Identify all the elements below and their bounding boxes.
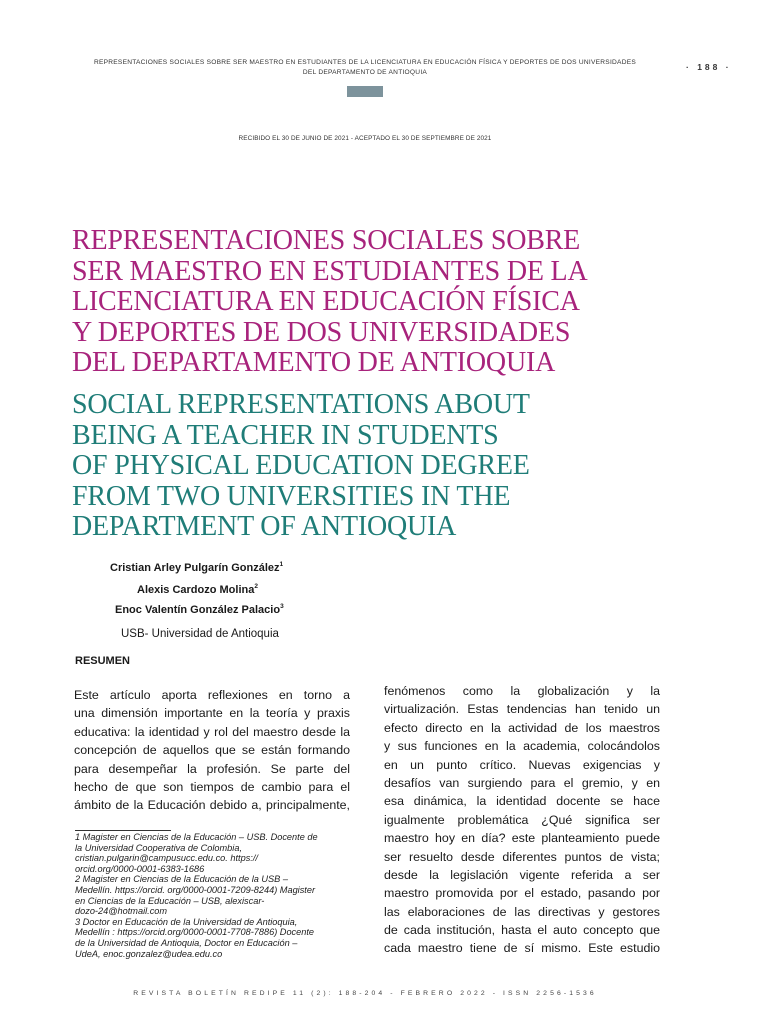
footnote-line: de la Universidad de Antioquia, Doctor en Educación – xyxy=(75,937,298,948)
title-line: DEL DEPARTAMENTO DE ANTIOQUIA xyxy=(72,347,556,378)
text-line: ser resuelto desde diferentes puntos de vista; xyxy=(384,849,660,864)
author-3 xyxy=(115,604,284,616)
footnote-mark: 1 xyxy=(279,561,284,568)
author-1 xyxy=(110,562,283,574)
text-line: educativa: la identidad y rol del maestro desde la xyxy=(74,724,350,739)
text-line: ámbito de la Educación debido a, principalmente, xyxy=(74,798,350,813)
footnote-line: cristian.pulgarin@campusucc.edu.co. https:// xyxy=(75,853,258,864)
running-head-line: DEL DEPARTAMENTO DE ANTIOQUIA xyxy=(302,69,428,76)
footnote-line: Medellín. https://orcid. org/0000-0001-7209-8244) Magister xyxy=(75,884,316,895)
text-line: desafíos van surgiendo para el gremio, y en xyxy=(384,775,660,790)
author-name: Alexis Cardozo Molina xyxy=(137,584,255,596)
affiliation: USB- Universidad de Antioquia xyxy=(121,628,279,640)
text-line: en un punto crítico. Nuevas exigencias y xyxy=(384,757,660,772)
abstract-left-column xyxy=(74,686,350,815)
author-name: Enoc Valentín González Palacio xyxy=(115,604,281,616)
text-line: para desempeñar la profesión. Se parte del xyxy=(74,761,350,776)
text-line: desde la legislación vigente referida a ser xyxy=(384,867,660,882)
footnote-mark: 2 xyxy=(254,583,258,590)
title-line: DEPARTMENT OF ANTIOQUIA xyxy=(72,511,457,542)
text-line: esa dinámica, la identidad docente se hace xyxy=(384,794,660,809)
footnote-line: UdeA, enoc.gonzalez@udea.edu.co xyxy=(75,948,223,959)
text-line: Este artículo aporta reflexiones en torno a xyxy=(74,688,350,702)
footnote-line: Medellín : https://orcid.org/0000-0001-7708-7886) Docente xyxy=(75,927,315,938)
running-head-line: REPRESENTACIONES SOCIALES SOBRE SER MAESTRO EN ESTUDIANTES DE LA LICENCIATURA EN EDUCACIÓN FÍSICA Y DEPORTES DE DOS UNIVERSIDADES xyxy=(93,59,637,66)
title-line: REPRESENTACIONES SOCIALES SOBRE xyxy=(72,225,581,256)
text-line: las elaboraciones de las directivas y gestores xyxy=(384,904,660,919)
abstract-right-column xyxy=(384,682,660,958)
title-line: SER MAESTRO EN ESTUDIANTES DE LA xyxy=(72,255,588,287)
text-line: maestro hoy en día? este planteamiento puede xyxy=(384,831,660,846)
title-line: BEING A TEACHER IN STUDENTS xyxy=(72,419,499,451)
journal-footer: REVISTA BOLETÍN REDIPE 11 (2): 188-204 - FEBRERO 2022 - ISSN 2256-1536 xyxy=(133,990,597,997)
footnote-line: 3 Doctor en Educación de la Universidad de Antioquia, xyxy=(75,916,298,927)
footnote-divider xyxy=(75,830,171,831)
text-line: cada maestro tiene de sí mismo. Este estudio xyxy=(384,941,660,956)
footnote-line: 2 Magister en Ciencias de la Educación de la USB – xyxy=(75,874,288,885)
text-line: maestro promovida por el estado, pasando por xyxy=(384,886,660,901)
abstract-heading: RESUMEN xyxy=(75,655,131,667)
text-line: fenómenos como la globalización y la xyxy=(384,684,660,698)
author-name: Cristian Arley Pulgarín González xyxy=(110,562,280,574)
received-accepted-dates: RECIBIDO EL 30 DE JUNIO DE 2021 - ACEPTADO EL 30 DE SEPTIEMBRE DE 2021 xyxy=(238,135,492,142)
footnotes xyxy=(75,832,357,959)
footnote-line: orcid.org/0000-0001-6383-1686 xyxy=(75,863,205,874)
title-spanish xyxy=(72,226,712,379)
title-line: LICENCIATURA EN EDUCACIÓN FÍSICA xyxy=(72,286,580,317)
text-line: una dimensión importante en la teoría y praxis xyxy=(74,706,350,721)
text-line: concepción de aquellos que se están formando xyxy=(74,743,350,758)
text-line: de cada institución, hasta el auto concepto que xyxy=(384,923,660,938)
footnote-line: en Ciencias de la Educación – USB, alexiscar- xyxy=(75,895,265,906)
footnote-mark: 3 xyxy=(280,603,284,610)
title-line: SOCIAL REPRESENTATIONS ABOUT xyxy=(72,389,530,420)
footnote-line: 1 Magister en Ciencias de la Educación – USB. Docente de xyxy=(75,832,318,842)
author-2 xyxy=(137,584,258,596)
footnote-line: dozo-24@hotmail.com xyxy=(75,906,168,917)
page-number: · 188 · xyxy=(686,62,732,72)
text-line: efecto directo en la actividad de los maestros xyxy=(384,720,660,735)
text-line: virtualización. Estas tendencias han tenido un xyxy=(384,702,660,717)
title-english xyxy=(72,390,712,543)
title-line: Y DEPORTES DE DOS UNIVERSIDADES xyxy=(72,316,571,348)
footnote-line: la Universidad Cooperativa de Colombia, xyxy=(75,842,242,853)
title-line: OF PHYSICAL EDUCATION DEGREE xyxy=(72,450,530,481)
text-line: hecho de que son tiempos de cambio para el xyxy=(74,779,350,794)
header-decorative-bar xyxy=(347,86,383,97)
title-line: FROM TWO UNIVERSITIES IN THE xyxy=(72,480,511,512)
text-line: y sus funciones en la academia, colocándolos xyxy=(384,739,660,754)
text-line: igualmente problemática ¿Qué significa ser xyxy=(384,812,660,827)
running-head xyxy=(70,58,660,78)
